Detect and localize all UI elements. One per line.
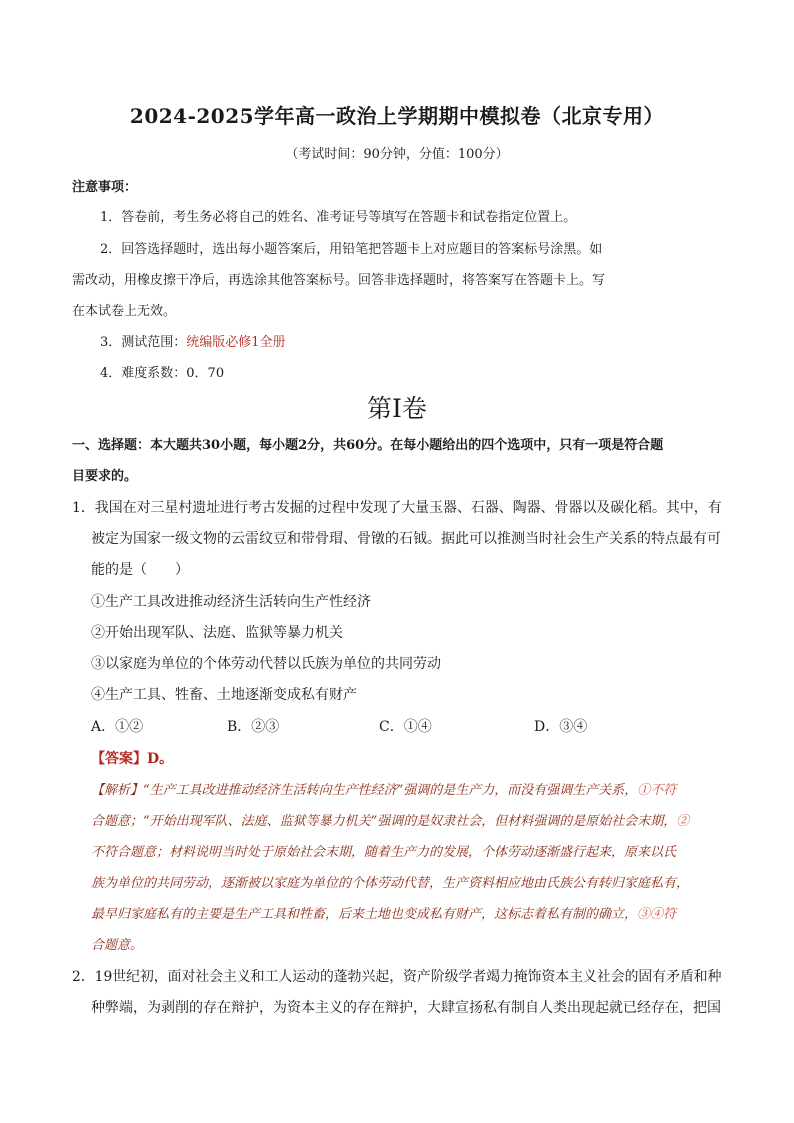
question-1-statement-2: ②开始出现军队、法庭、监狱等暴力机关 xyxy=(91,625,343,641)
question-1-statement-3: ③以家庭为单位的个体劳动代替以氏族为单位的共同劳动 xyxy=(91,656,441,672)
question-1-stem-line-2: 被定为国家一级文物的云雷纹豆和带骨瑁、骨镦的石钺。据此可以推测当时社会生产关系的特点最有可 xyxy=(91,531,721,547)
notice-item-3 xyxy=(100,331,286,350)
analysis-line-1 xyxy=(91,779,676,798)
analysis-line-2-marker: ② xyxy=(676,814,690,829)
page-title: 2024-2025学年高一政治上学期期中模拟卷（北京专用） xyxy=(129,104,665,128)
section-instruction-line-2: 目要求的。 xyxy=(72,469,138,484)
question-1-stem-line-1: 1．我国在对三星村遗址进行考古发掘的过程中发现了大量玉器、石器、陶器、骨器以及碳化稻。其中，有 xyxy=(72,500,722,516)
notice-item-2-line-3: 在本试卷上无效。 xyxy=(72,304,177,319)
analysis-line-2-text: 合题意；“开始出现军队、法庭、监狱等暴力机关”强调的是奴隶社会，但材料强调的是原始社会末期， xyxy=(91,814,677,829)
analysis-line-5-marker: ③④符 xyxy=(637,907,677,922)
section-title: 第Ⅰ卷 xyxy=(367,394,427,423)
option-a: A．①② xyxy=(91,719,144,735)
analysis-line-1-marker: ①不符 xyxy=(637,783,677,798)
question-2-stem-line-1: 2．19世纪初，面对社会主义和工人运动的蓬勃兴起，资产阶级学者竭力掩饰资本主义社会的固有矛盾和种 xyxy=(72,969,722,985)
analysis-line-5 xyxy=(91,903,676,922)
option-b: B．②③ xyxy=(227,719,280,735)
question-2-stem-line-2: 种弊端，为剥削的存在辩护，为资本主义的存在辩护，大肆宣扬私有制自人类出现起就已经存在，把国 xyxy=(91,1000,721,1016)
analysis-line-3: 不符合题意；材料说明当时处于原始社会末期，随着生产力的发展，个体劳动逐渐盛行起来，原来以氏 xyxy=(91,845,677,860)
analysis-line-5-text: 最早归家庭私有的主要是生产工具和牲畜，后来土地也变成私有财产，这标志着私有制的确立， xyxy=(91,907,638,922)
analysis-line-6: 合题意。 xyxy=(91,938,144,953)
notice-item-2-line-2: 需改动，用橡皮擦干净后，再选涂其他答案标号。回答非选择题时，将答案写在答题卡上。写 xyxy=(72,273,606,288)
option-c: C．①④ xyxy=(379,719,432,735)
notice-item-2-line-1: 2．回答选择题时，选出每小题答案后，用铅笔把答题卡上对应题目的答案标号涂黑。如 xyxy=(100,242,603,257)
notice-item-1: 1．答卷前，考生务必将自己的姓名、准考证号等填写在答题卡和试卷指定位置上。 xyxy=(100,210,577,225)
analysis-line-2 xyxy=(91,810,689,829)
analysis-line-1-text: 【解析】“生产工具改进推动经济生活转向生产性经济”强调的是生产力，而没有强调生产关系， xyxy=(91,783,638,798)
question-1-stem-line-3: 能的是（ ） xyxy=(91,562,189,578)
section-instruction-line-1: 一、选择题：本大题共30小题，每小题2分，共60分。在每小题给出的四个选项中，只有一项是符合题 xyxy=(72,438,664,453)
notice-item-3-label: 3．测试范围： xyxy=(100,335,187,350)
analysis-line-4: 族为单位的共同劳动，逐渐被以家庭为单位的个体劳动代替，生产资料相应地由氏族公有转归家庭私有， xyxy=(91,876,690,891)
notice-item-4: 4．难度系数：0．70 xyxy=(100,366,225,381)
test-scope: 统编版必修1全册 xyxy=(186,335,286,350)
exam-info: （考试时间：90分钟，分值：100分） xyxy=(285,147,509,162)
notice-heading: 注意事项： xyxy=(72,180,138,195)
option-d: D．③④ xyxy=(534,719,588,735)
question-1-statement-4: ④生产工具、牲畜、土地逐渐变成私有财产 xyxy=(91,687,357,703)
question-1-answer: 【答案】D。 xyxy=(91,751,174,767)
question-1-statement-1: ①生产工具改进推动经济生活转向生产性经济 xyxy=(91,594,371,610)
